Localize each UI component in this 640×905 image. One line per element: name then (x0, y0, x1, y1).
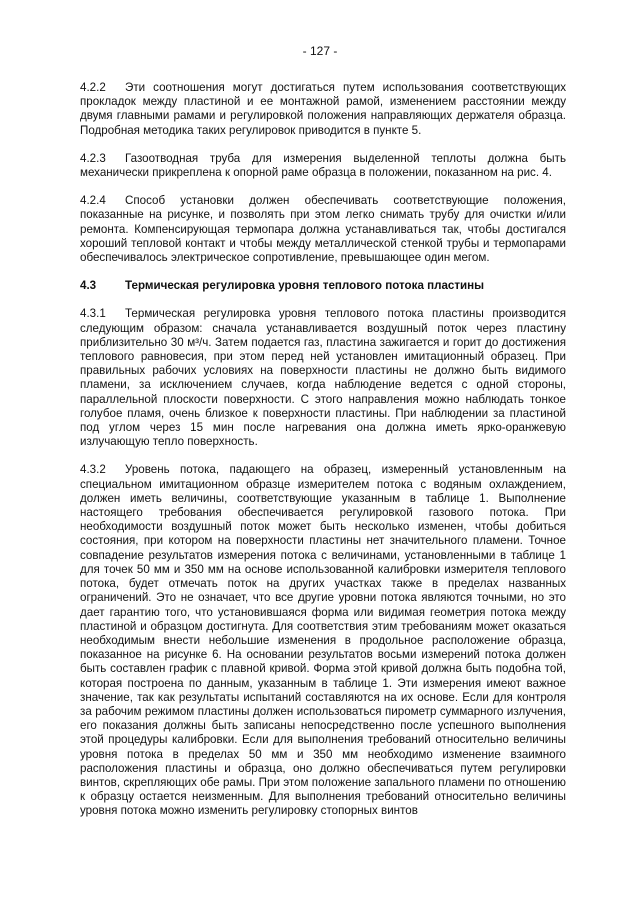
paragraph-text: Эти соотношения могут достигаться путем использования соответствующих прокладок между пластиной и ее монтажной рамой, изменением расстоянии между двумя главными рамами и регулировкой положения направляющих держателя образца. Подробная методика таких регулировок приводится в пункте 5. (80, 81, 566, 137)
paragraph-text: Термическая регулировка уровня теплового потока пластины производится следующим образом: сначала устанавливается воздушный поток через пластину приблизительно 30 м³/ч. Затем подается газ, пластина зажигается и горит до достижения теплового равновесия, при этом перед ней установлен имитационный образец. При правильных рабочих условиях на поверхности пластины не должно быть видимого пламени, за исключением случаев, когда наблюдение ведется с одной стороны, параллельной плоскости поверхности. С этого направления можно наблюдать тонкое голубое пламя, очень близкое к поверхности пластины. При наблюдении за пластиной под углом через 15 мин после нагревания она должна иметь ярко-оранжевую излучающую тепло поверхность. (80, 307, 566, 449)
paragraph-4-2-2 (80, 81, 566, 138)
paragraph-text: Газоотводная труба для измерения выделенной теплоты должна быть механически прикреплена к опорной раме образца в положении, показанном на рис. 4. (80, 151, 566, 180)
paragraph-4-3-2 (80, 463, 566, 818)
paragraph-4-3-1 (80, 307, 566, 449)
paragraph-number: 4.3.2 (80, 463, 106, 477)
page-content (80, 81, 566, 833)
section-number: 4.3 (80, 279, 97, 293)
paragraph-number: 4.2.2 (80, 81, 106, 94)
paragraph-number: 4.2.4 (80, 194, 106, 208)
section-title: Термическая регулировка уровня теплового потока пластины (125, 279, 485, 293)
paragraph-4-2-4 (80, 194, 566, 265)
paragraph-number: 4.3.1 (80, 307, 106, 321)
paragraph-text: Уровень потока, падающего на образец, измеренный установленным на специальном имитационном образце измерителем потока с водяным охлаждением, должен иметь величины, соответствующие указанным в таблице 1. Выполнение настоящего требования обеспечивается регулировкой газового потока. При необходимости воздушный поток может быть несколько изменен, чтобы добиться состояния, при котором на поверхности пластины нет значительного пламени. Точное совпадение результатов измерения потока с величинами, установленными в таблице 1 для точек 50 мм и 350 мм на основе использованной калибровки измерителя теплового потока, будет отмечать поток на других участках также в пределах названных ограничений. Это не означает, что все другие уровни потока являются точными, но это дает гарантию того, что установившаяся форма или видимая геометрия потока между пластиной и образцом достигнута. Для соответствия этим требованиям может оказаться необходимым внести небольшие изменения в продольное расположение образца, показанное на рисунке 6. На основании результатов восьми измерений потока должен быть составлен график с плавной кривой. Форма этой кривой должна быть подобна той, которая построена по данным, указанным в таблице 1. Эти измерения имеют важное значение, так как результаты испытаний составляются на их основе. Если для контроля за рабочим режимом пластины должен использоваться пирометр суммарного излучения, его показания должны быть записаны непосредственно после успешного выполнения этой процедуры калибровки. Если для выполнения требований относительно величины уровня потока в пределах 50 мм и 350 мм необходимо изменение взаимного расположения пластины и образца, оно должно обеспечиваться путем регулировки винтов, скрепляющих обе рамы. При этом положение запального пламени по отношению к образцу остается неизменным. Для выполнения требований относительно величины уровня потока можно изменить регулировку стопорных винтов (80, 463, 566, 818)
section-heading-4-3 (80, 279, 566, 293)
page-number: - 127 - (302, 44, 338, 58)
paragraph-number: 4.2.3 (80, 151, 106, 165)
paragraph-4-2-3 (80, 152, 566, 180)
paragraph-text: Способ установки должен обеспечивать соответствующие положения, показанные на рисунке, и позволять при этом легко снимать трубу для очистки и/или ремонта. Компенсирующая термопара должна устанавливаться так, чтобы достигался хороший тепловой контакт и чтобы между металлической стенкой трубы и термопарами обеспечивалось электрическое сопротивление, превышающее один мегом. (80, 194, 566, 265)
